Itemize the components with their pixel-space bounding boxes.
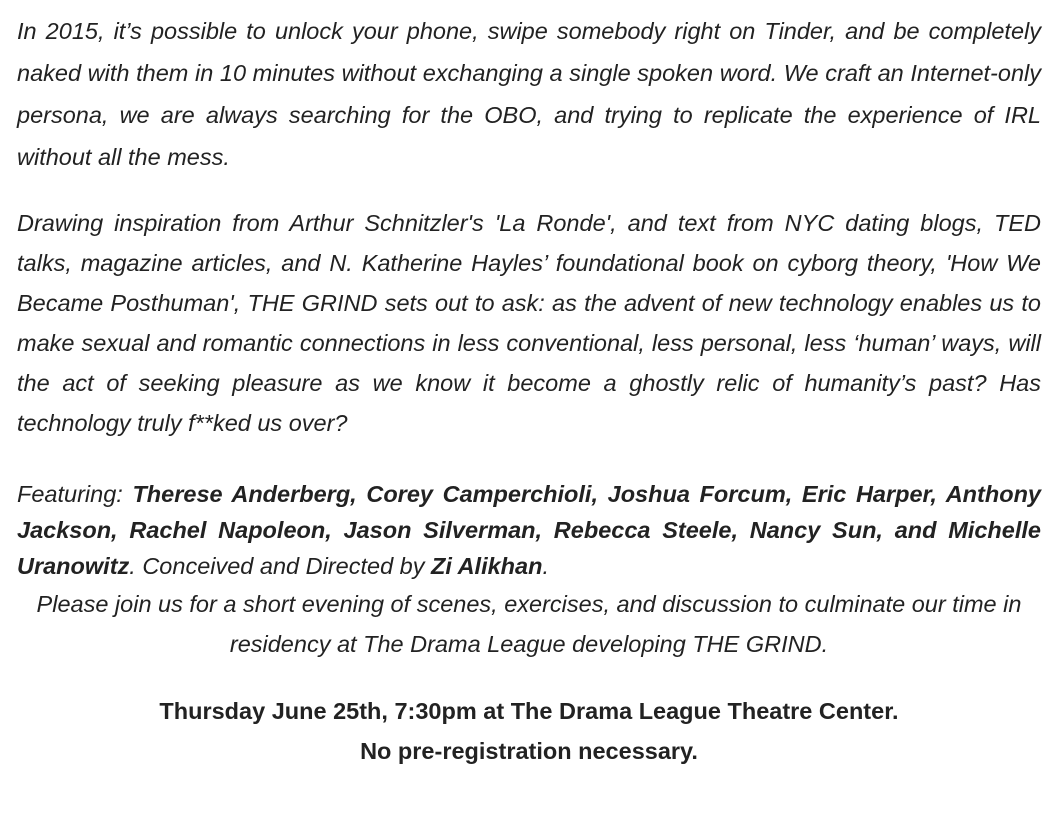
event-date-location: Thursday June 25th, 7:30pm at The Drama League Theatre Center. (159, 698, 899, 724)
inspiration-paragraph: Drawing inspiration from Arthur Schnitzler's 'La Ronde', and text from NYC dating blogs, TED talks, magazine articles, and N. Katherine Hayles’ foundational book on cyborg theory, 'How We Became Posthuman', THE GRIND sets out to ask: as the advent of new technology enables us to make sexual and romantic connections in less conventional, less personal, less ‘human’ ways, will the act of seeking pleasure as we know it become a ghostly relic of humanity’s past? Has technology truly f**ked us over? (17, 210, 1041, 436)
director-name: Zi Alikhan (431, 553, 543, 579)
featuring-end: . (542, 553, 549, 579)
registration-note: No pre-registration necessary. (360, 738, 698, 764)
intro-paragraph: In 2015, it’s possible to unlock your phone, swipe somebody right on Tinder, and be completely naked with them in 10 minutes without exchanging a single spoken word. We craft an Internet-only persona, we are always searching for the OBO, and trying to replicate the experience of IRL without all the mess. (17, 18, 1041, 170)
featuring-paragraph (17, 476, 1041, 584)
event-details (17, 691, 1041, 771)
conceived-text: . Conceived and Directed by (129, 553, 432, 579)
cast-list: Therese Anderberg, Corey Camperchioli, Joshua Forcum, Eric Harper, Anthony Jackson, Rachel Napoleon, Jason Silverman, Rebecca Steele, Nancy Sun, and Michelle Uranowitz (17, 481, 1041, 579)
event-description (17, 10, 1041, 771)
invitation-paragraph: Please join us for a short evening of scenes, exercises, and discussion to culminate our time in residency at The Drama League developing THE GRIND. (36, 591, 1022, 657)
featuring-label: Featuring: (17, 481, 133, 507)
